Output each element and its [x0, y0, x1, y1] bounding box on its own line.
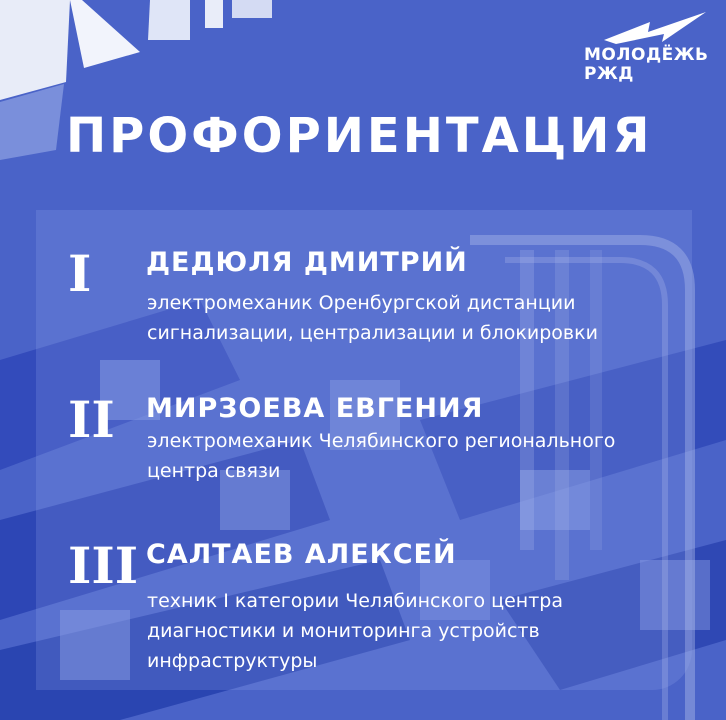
entry-numeral: I: [68, 244, 92, 303]
role-line: инфраструктуры: [147, 650, 318, 672]
role-line: сигнализации, централизации и блокировки: [147, 322, 598, 344]
role-line: электромеханик Оренбургской дистанции: [147, 292, 576, 314]
person-name: ДЕДЮЛЯ ДМИТРИЙ: [146, 247, 468, 278]
person-role: [147, 288, 598, 348]
entry-numeral: II: [68, 390, 115, 449]
person-role: [147, 426, 615, 486]
person-name: САЛТАЕВ АЛЕКСЕЙ: [146, 539, 457, 570]
role-line: техник I категории Челябинского центра: [147, 590, 563, 612]
person-name: МИРЗОЕВА ЕВГЕНИЯ: [146, 393, 484, 424]
person-role: [147, 586, 563, 676]
entry-numeral: III: [68, 536, 139, 595]
role-line: электромеханик Челябинского регионального: [147, 430, 616, 452]
logo-line-1: МОЛОДЁЖЬ: [584, 45, 709, 65]
logo-line-2: РЖД: [584, 64, 634, 84]
logo-text: [584, 46, 708, 84]
page-title: ПРОФОРИЕНТАЦИЯ: [66, 108, 653, 164]
role-line: диагностики и мониторинга устройств: [147, 620, 540, 642]
logo: [582, 12, 712, 92]
role-line: центра связи: [147, 460, 281, 482]
lightning-bolt-icon: [604, 12, 706, 44]
